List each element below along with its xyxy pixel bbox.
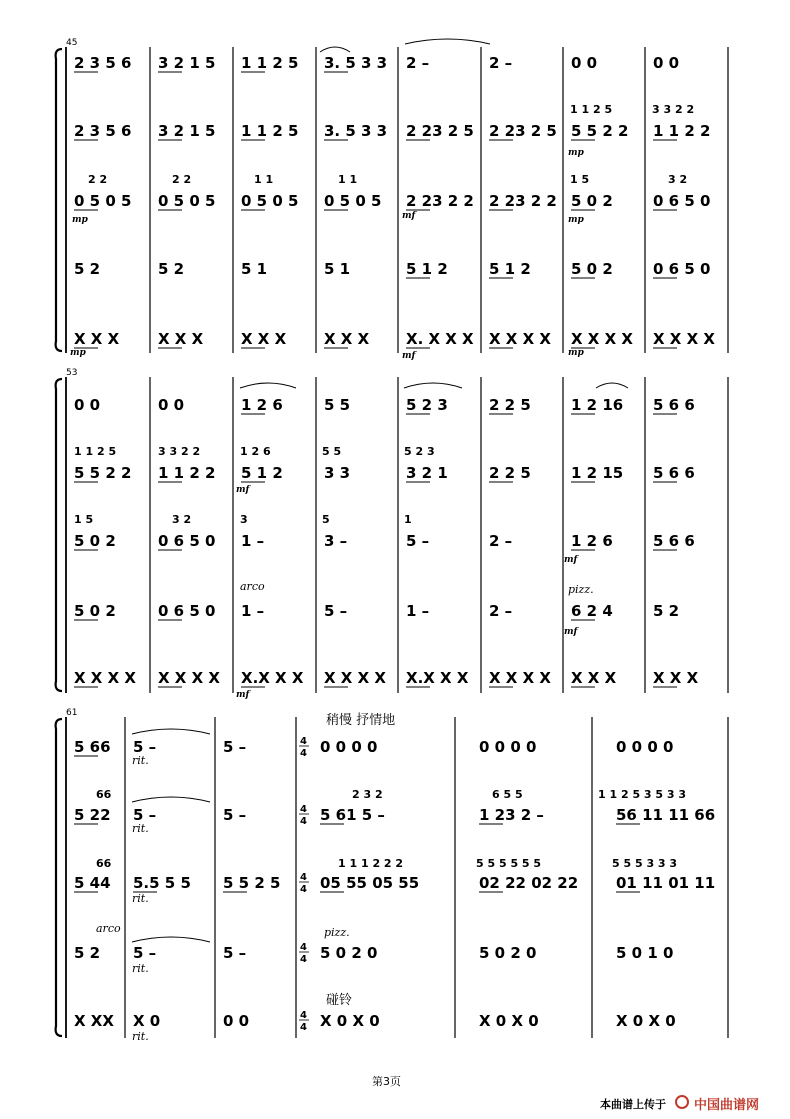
note-group: 3 2 1 5 bbox=[158, 54, 216, 72]
note-group: 2 23 2 5 bbox=[489, 122, 557, 140]
note-group: 5 66 bbox=[74, 738, 111, 756]
note-group: 1 – bbox=[406, 602, 430, 620]
chord-number: 2 2 bbox=[88, 173, 108, 186]
chord-number: 1 1 2 5 bbox=[570, 103, 613, 116]
note-group: 3. 5 3 3 bbox=[324, 54, 388, 72]
dynamic-mark: mp bbox=[568, 348, 584, 358]
note-group: 2 2 5 bbox=[489, 464, 531, 482]
time-signature-bottom: 4 bbox=[300, 816, 307, 827]
note-group: 5 0 2 0 bbox=[320, 944, 378, 962]
note-group: X. X X X bbox=[406, 330, 474, 348]
note-group: 2 – bbox=[489, 532, 513, 550]
chord-number: 1 5 bbox=[74, 513, 94, 526]
chord-number: 5 5 bbox=[322, 445, 342, 458]
chord-number: 2 2 bbox=[172, 173, 192, 186]
time-signature-bottom: 4 bbox=[300, 954, 307, 965]
chord-number: 66 bbox=[96, 788, 112, 801]
annotation-text: 稍慢 抒情地 bbox=[326, 713, 396, 728]
slur-curve bbox=[405, 39, 490, 44]
note-group: 3 2 1 5 bbox=[158, 122, 216, 140]
time-signature-bottom: 4 bbox=[300, 748, 307, 759]
note-group: 0 6 5 0 bbox=[653, 260, 711, 278]
system-bracket bbox=[56, 49, 62, 351]
chord-number: 1 bbox=[404, 513, 412, 526]
chord-number: 1 1 bbox=[338, 173, 358, 186]
time-signature-top: 4 bbox=[300, 872, 307, 883]
note-group: X X X bbox=[571, 669, 617, 687]
note-group: 0 5 0 5 bbox=[241, 192, 299, 210]
chord-number: 5 bbox=[322, 513, 330, 526]
note-group: 56 11 11 66 bbox=[616, 806, 716, 824]
note-group: 5 6 6 bbox=[653, 464, 695, 482]
note-group: 5 0 2 bbox=[74, 602, 116, 620]
note-group: 1 2 6 bbox=[241, 396, 283, 414]
dynamic-mark: mp bbox=[568, 148, 584, 158]
chord-number: 3 2 bbox=[668, 173, 688, 186]
note-group: X X X X bbox=[489, 330, 551, 348]
dynamic-mark: mp bbox=[70, 348, 86, 358]
note-group: X X X bbox=[158, 330, 204, 348]
note-group: 0 6 5 0 bbox=[653, 192, 711, 210]
note-group: 5 – bbox=[133, 806, 157, 824]
chord-number: 6 5 5 bbox=[492, 788, 523, 801]
note-group: 5.5 5 5 bbox=[133, 874, 191, 892]
annotation-text: arco bbox=[240, 580, 265, 593]
note-group: 2 3 5 6 bbox=[74, 54, 132, 72]
note-group: 5 1 bbox=[324, 260, 351, 278]
chord-number: 1 1 2 5 3 5 3 3 bbox=[598, 788, 687, 801]
note-group: 5 – bbox=[133, 944, 157, 962]
note-group: X X X bbox=[241, 330, 287, 348]
dynamic-mark: mp bbox=[72, 215, 88, 225]
note-group: X X X X bbox=[158, 669, 220, 687]
chord-number: 5 5 5 5 5 5 bbox=[476, 857, 542, 870]
chord-number: 2 3 2 bbox=[352, 788, 383, 801]
note-group: 0 0 bbox=[223, 1012, 250, 1030]
note-group: 3. 5 3 3 bbox=[324, 122, 388, 140]
note-group: 0 0 bbox=[74, 396, 101, 414]
note-group: 02 22 02 22 bbox=[479, 874, 579, 892]
note-group: 5 – bbox=[223, 738, 247, 756]
chord-number: 1 1 1 2 2 2 bbox=[338, 857, 404, 870]
note-group: 1 2 15 bbox=[571, 464, 624, 482]
slur-curve bbox=[132, 797, 210, 802]
annotation-text: rit. bbox=[132, 1030, 149, 1043]
note-group: 05 55 05 55 bbox=[320, 874, 420, 892]
note-group: 5 – bbox=[324, 602, 348, 620]
note-group: 5 – bbox=[133, 738, 157, 756]
note-group: 1 1 2 2 bbox=[653, 122, 711, 140]
note-group: 6 2 4 bbox=[571, 602, 613, 620]
note-group: 5 2 bbox=[74, 944, 101, 962]
note-group: 5 5 2 2 bbox=[571, 122, 629, 140]
note-group: 1 – bbox=[241, 602, 265, 620]
note-group: 5 0 2 bbox=[571, 260, 613, 278]
annotation-text: pizz. bbox=[324, 926, 350, 939]
measure-number: 45 bbox=[66, 38, 78, 48]
note-group: 2 23 2 2 bbox=[489, 192, 557, 210]
note-group: 2 3 5 6 bbox=[74, 122, 132, 140]
note-group: 0 0 0 0 bbox=[616, 738, 674, 756]
note-group: 5 6 6 bbox=[653, 396, 695, 414]
time-signature-top: 4 bbox=[300, 736, 307, 747]
annotation-text: rit. bbox=[132, 962, 149, 975]
site-logo: 中国曲谱网 bbox=[694, 1098, 760, 1113]
note-group: X X X bbox=[74, 330, 120, 348]
annotation-text: arco bbox=[96, 922, 121, 935]
note-group: X X X X bbox=[489, 669, 551, 687]
time-signature-top: 4 bbox=[300, 942, 307, 953]
note-group: X X X X bbox=[653, 330, 715, 348]
note-group: 5 2 bbox=[158, 260, 185, 278]
note-group: X.X X X bbox=[241, 669, 304, 687]
note-group: 0 6 5 0 bbox=[158, 532, 216, 550]
note-group: 3 2 1 bbox=[406, 464, 448, 482]
note-group: 5 6 6 bbox=[653, 532, 695, 550]
note-group: 0 0 bbox=[158, 396, 185, 414]
annotation-text: rit. bbox=[132, 754, 149, 767]
page-footer: 第3页 bbox=[372, 1075, 401, 1088]
note-group: 1 1 2 5 bbox=[241, 54, 299, 72]
note-group: 5 5 bbox=[324, 396, 351, 414]
note-group: 0 0 0 0 bbox=[479, 738, 537, 756]
note-group: X X X X bbox=[571, 330, 633, 348]
note-group: 5 1 2 bbox=[489, 260, 531, 278]
slur-curve bbox=[132, 937, 210, 942]
note-group: 2 23 2 5 bbox=[406, 122, 474, 140]
dynamic-mark: mf bbox=[564, 627, 578, 637]
note-group: 3 3 bbox=[324, 464, 351, 482]
note-group: X 0 X 0 bbox=[616, 1012, 676, 1030]
annotation-text: pizz. bbox=[568, 583, 594, 596]
note-group: 0 6 5 0 bbox=[158, 602, 216, 620]
note-group: 5 – bbox=[223, 806, 247, 824]
note-group: 1 1 2 5 bbox=[241, 122, 299, 140]
note-group: X X X X bbox=[74, 669, 136, 687]
note-group: 1 1 2 2 bbox=[158, 464, 216, 482]
chord-number: 3 3 2 2 bbox=[652, 103, 695, 116]
note-group: 2 2 5 bbox=[489, 396, 531, 414]
time-signature-bottom: 4 bbox=[300, 1022, 307, 1033]
chord-number: 1 5 bbox=[570, 173, 590, 186]
dynamic-mark: mf bbox=[564, 555, 578, 565]
note-group: 2 – bbox=[406, 54, 430, 72]
note-group: 2 – bbox=[489, 54, 513, 72]
slur-curve bbox=[596, 383, 628, 388]
annotation-text: 碰铃 bbox=[326, 993, 353, 1008]
note-group: 0 5 0 5 bbox=[324, 192, 382, 210]
chord-number: 3 3 2 2 bbox=[158, 445, 201, 458]
note-group: 5 44 bbox=[74, 874, 111, 892]
system-bracket bbox=[56, 379, 62, 691]
chord-number: 1 2 6 bbox=[240, 445, 271, 458]
time-signature-top: 4 bbox=[300, 1010, 307, 1021]
note-group: X X X X bbox=[324, 669, 386, 687]
note-group: 5 – bbox=[406, 532, 430, 550]
note-group: 5 22 bbox=[74, 806, 111, 824]
chord-number: 5 5 5 3 3 3 bbox=[612, 857, 678, 870]
note-group: 1 2 16 bbox=[571, 396, 624, 414]
measure-number: 53 bbox=[66, 368, 78, 378]
note-group: X 0 X 0 bbox=[320, 1012, 380, 1030]
note-group: 01 11 01 11 bbox=[616, 874, 716, 892]
note-group: X X X bbox=[653, 669, 699, 687]
note-group: 5 2 bbox=[74, 260, 101, 278]
note-group: 5 0 1 0 bbox=[616, 944, 674, 962]
note-group: X 0 bbox=[133, 1012, 161, 1030]
dynamic-mark: mf bbox=[402, 211, 416, 221]
slur-curve bbox=[132, 729, 210, 734]
note-group: 1 2 6 bbox=[571, 532, 613, 550]
note-group: 5 – bbox=[223, 944, 247, 962]
note-group: 1 23 2 – bbox=[479, 806, 544, 824]
chord-number: 66 bbox=[96, 857, 112, 870]
chord-number: 5 2 3 bbox=[404, 445, 435, 458]
note-group: 3 – bbox=[324, 532, 348, 550]
dynamic-mark: mf bbox=[236, 690, 250, 700]
annotation-text: rit. bbox=[132, 892, 149, 905]
note-group: X.X X X bbox=[406, 669, 469, 687]
dynamic-mark: mf bbox=[402, 351, 416, 361]
note-group: 5 2 bbox=[653, 602, 680, 620]
note-group: 5 0 2 0 bbox=[479, 944, 537, 962]
time-signature-bottom: 4 bbox=[300, 884, 307, 895]
note-group: X 0 X 0 bbox=[479, 1012, 539, 1030]
chord-number: 3 2 bbox=[172, 513, 192, 526]
note-group: 5 5 2 5 bbox=[223, 874, 281, 892]
uploader-text: 本曲谱上传于 bbox=[600, 1098, 666, 1111]
note-group: 0 0 bbox=[571, 54, 598, 72]
dynamic-mark: mf bbox=[236, 485, 250, 495]
note-group: 0 5 0 5 bbox=[74, 192, 132, 210]
slur-curve bbox=[240, 383, 296, 388]
note-group: 2 23 2 2 bbox=[406, 192, 474, 210]
note-group: 5 1 bbox=[241, 260, 268, 278]
note-group: 5 2 3 bbox=[406, 396, 448, 414]
chord-number: 1 1 bbox=[254, 173, 274, 186]
note-group: 5 0 2 bbox=[74, 532, 116, 550]
note-group: X XX bbox=[74, 1012, 114, 1030]
slur-curve bbox=[404, 383, 462, 388]
annotation-text: rit. bbox=[132, 822, 149, 835]
note-group: 5 61 5 – bbox=[320, 806, 385, 824]
note-group: 0 0 bbox=[653, 54, 680, 72]
note-group: X X X bbox=[324, 330, 370, 348]
note-group: 5 1 2 bbox=[406, 260, 448, 278]
note-group: 1 – bbox=[241, 532, 265, 550]
note-group: 5 1 2 bbox=[241, 464, 283, 482]
system-bracket bbox=[56, 719, 62, 1036]
note-group: 2 – bbox=[489, 602, 513, 620]
dynamic-mark: mp bbox=[568, 215, 584, 225]
logo-icon bbox=[675, 1095, 689, 1109]
note-group: 0 0 0 0 bbox=[320, 738, 378, 756]
measure-number: 61 bbox=[66, 708, 78, 718]
note-group: 5 5 2 2 bbox=[74, 464, 132, 482]
time-signature-top: 4 bbox=[300, 804, 307, 815]
note-group: 5 0 2 bbox=[571, 192, 613, 210]
note-group: 0 5 0 5 bbox=[158, 192, 216, 210]
slur-curve bbox=[320, 47, 350, 52]
chord-number: 1 1 2 5 bbox=[74, 445, 117, 458]
chord-number: 3 bbox=[240, 513, 248, 526]
